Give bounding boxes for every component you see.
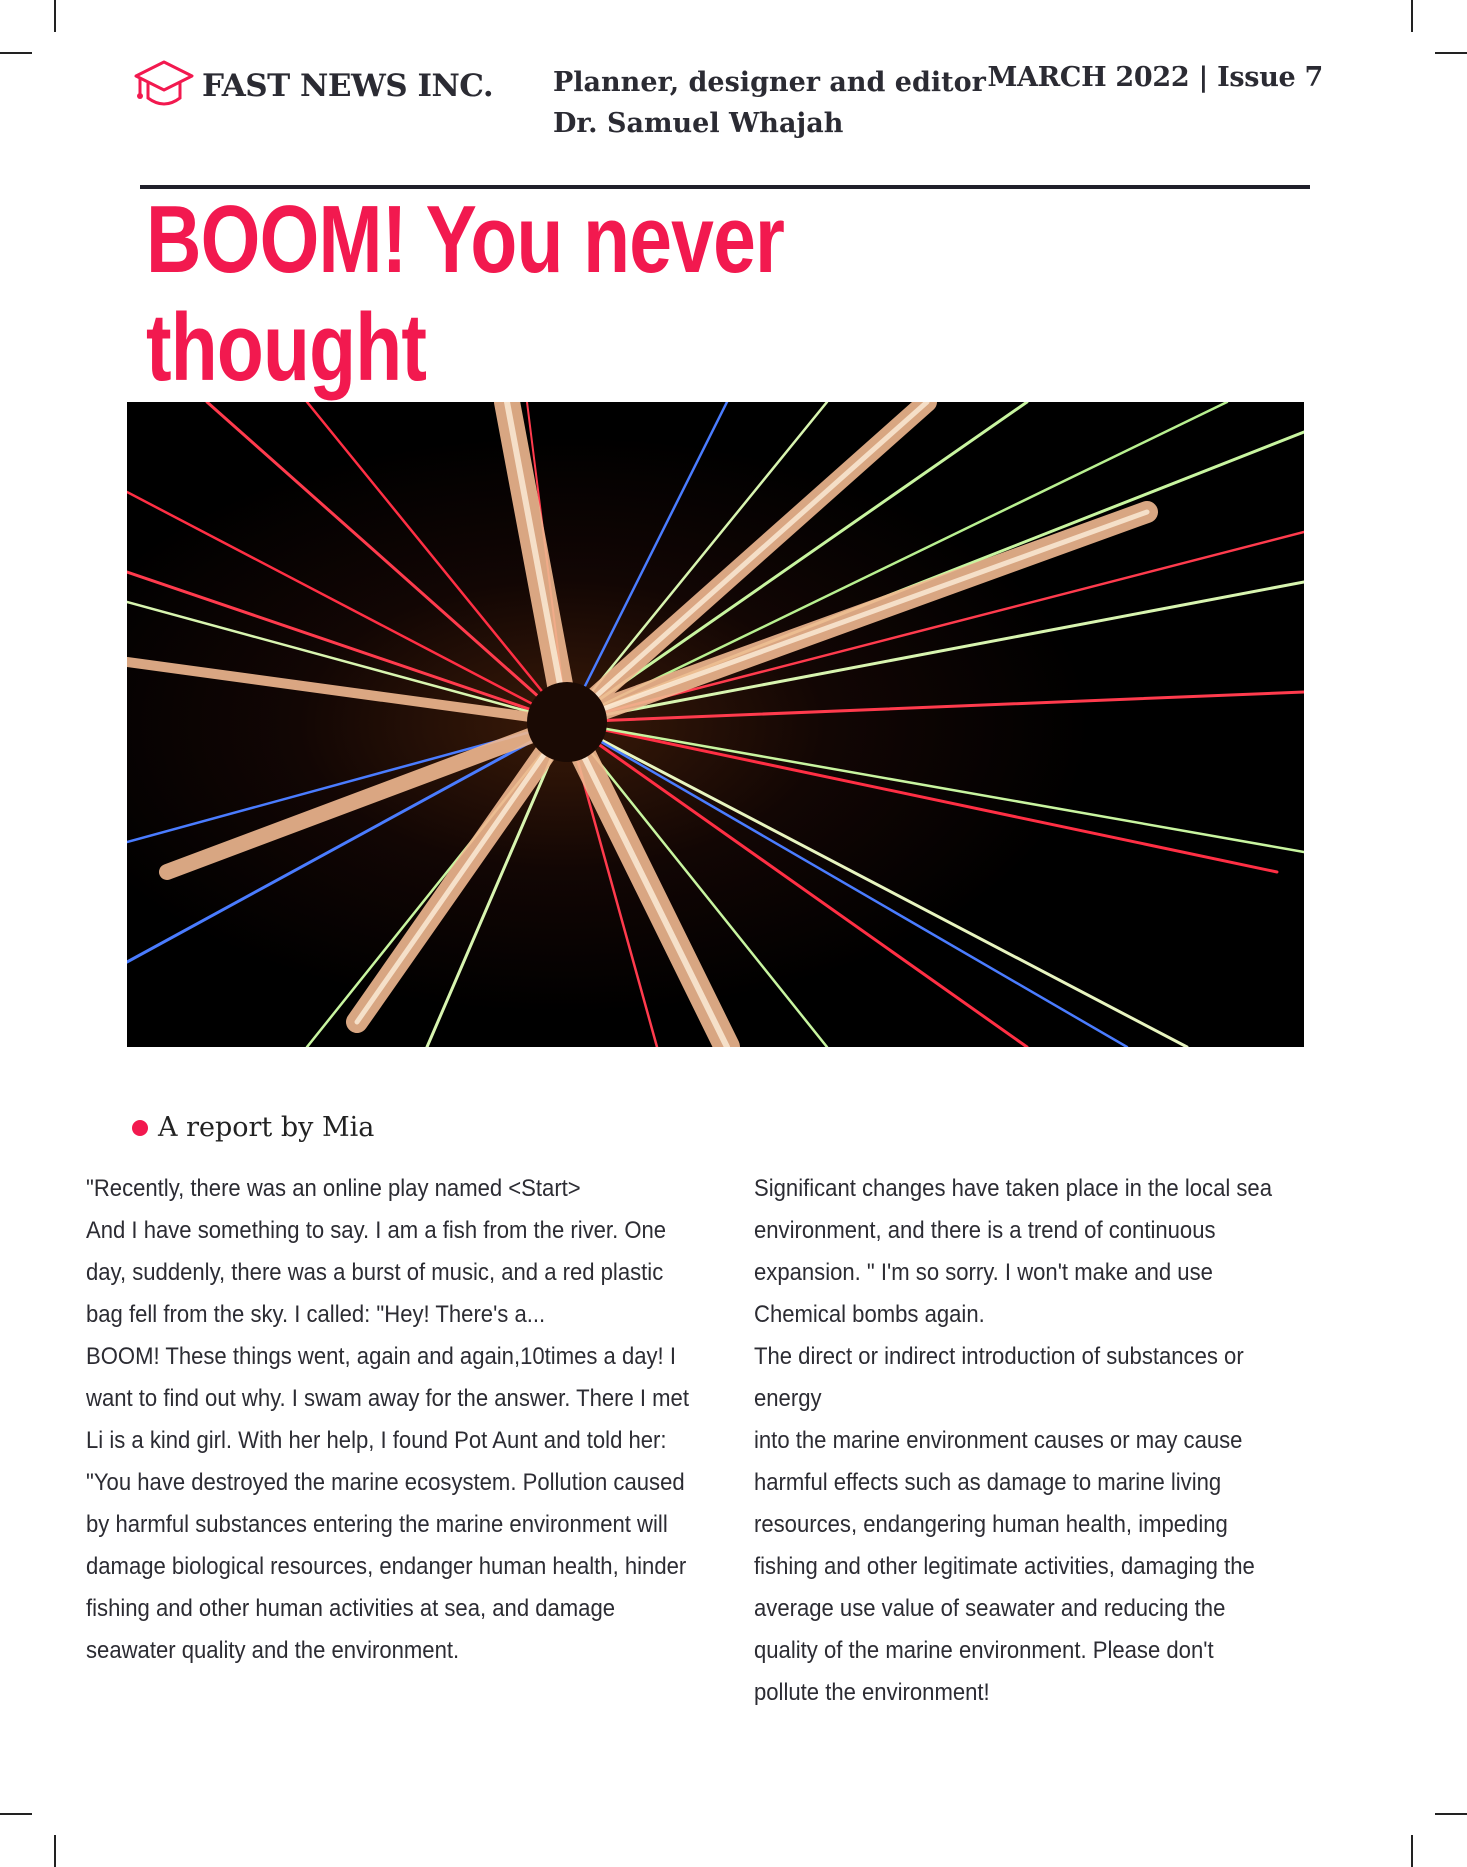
body-line: fishing and other human activities at sea, and damage [86,1595,616,1622]
crop-mark [1411,0,1413,32]
body-line: harmful effects such as damage to marine living [754,1469,1222,1496]
body-line: resources, endangering human health, impeding [754,1511,1228,1538]
body-line: seawater quality and the environment. [86,1637,460,1664]
body-line: "Recently, there was an online play named <Start> [86,1175,581,1202]
crop-mark [0,1813,32,1815]
credits-name: Dr. Samuel Whajah [553,108,844,139]
body-line: day, suddenly, there was a burst of music, and a red plastic [86,1259,664,1286]
fireworks-image [127,402,1304,1047]
byline [132,1112,374,1143]
byline-dot-icon [132,1120,148,1136]
body-line: into the marine environment causes or may cause [754,1427,1243,1454]
body-line: energy [754,1385,822,1412]
body-line: average use value of seawater and reducing the [754,1595,1226,1622]
crop-mark [1435,1813,1467,1815]
graduation-cap-icon [132,58,196,114]
credits [553,62,986,144]
body-line: fishing and other legitimate activities, damaging the [754,1553,1255,1580]
brand-name: FAST NEWS INC. [202,68,494,104]
body-line: environment, and there is a trend of continuous [754,1217,1216,1244]
body-line: expansion. " I'm so sorry. I won't make and use [754,1259,1213,1286]
crop-mark [54,1835,56,1867]
headline-line-1: BOOM! You never thought [146,186,785,401]
fireworks-photo [127,402,1304,1047]
body-line: Li is a kind girl. With her help, I found Pot Aunt and told her: [86,1427,667,1454]
masthead-logo [132,58,493,114]
body-line: pollute the environment! [754,1679,990,1706]
issue-info: MARCH 2022 | Issue 7 [987,62,1323,93]
byline-text: A report by Mia [158,1112,375,1143]
body-line: The direct or indirect introduction of substances or [754,1343,1244,1370]
body-line: "You have destroyed the marine ecosystem. Pollution caused [86,1469,685,1496]
body-line: Chemical bombs again. [754,1301,985,1328]
crop-mark [0,52,32,54]
body-line: want to find out why. I swam away for the answer. There I met [86,1385,689,1412]
credits-role: Planner, designer and editor [553,67,986,98]
body-line: Significant changes have taken place in the local sea [754,1175,1273,1202]
body-line: bag fell from the sky. I called: "Hey! There's a... [86,1301,546,1328]
article-column-right [754,1168,1361,1714]
crop-mark [1435,52,1467,54]
body-line: quality of the marine environment. Please don't [754,1637,1214,1664]
body-line: damage biological resources, endanger human health, hinder [86,1553,687,1580]
article-column-left [86,1168,693,1672]
body-line: And I have something to say. I am a fish from the river. One [86,1217,667,1244]
crop-mark [1411,1835,1413,1867]
crop-mark [54,0,56,32]
body-line: BOOM! These things went, again and again,10times a day! I [86,1343,676,1370]
body-line: by harmful substances entering the marine environment will [86,1511,668,1538]
